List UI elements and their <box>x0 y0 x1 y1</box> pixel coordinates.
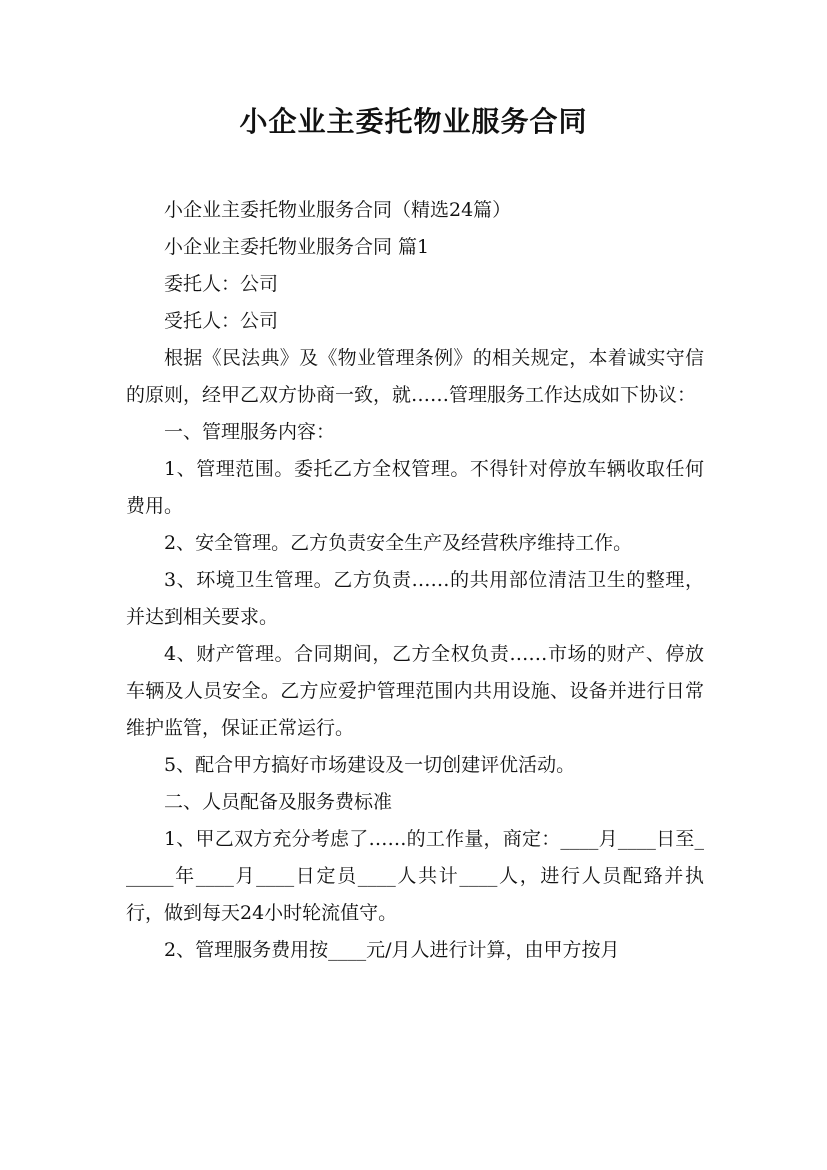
paragraph-clause-sanitation: 3、环境卫生管理。乙方负责……的共用部位清洁卫生的整理，并达到相关要求。 <box>126 569 704 628</box>
paragraph-agent: 受托人：公司 <box>164 310 279 332</box>
document-body <box>126 192 704 969</box>
paragraph-collection-title: 小企业主委托物业服务合同（精选24篇） <box>164 199 512 221</box>
paragraph-clause-safety: 2、安全管理。乙方负责安全生产及经营秩序维持工作。 <box>164 532 633 554</box>
paragraph-clause-property: 4、财产管理。合同期间，乙方全权负责……市场的财产、停放车辆及人员安全。乙方应爱护管理范围内共用设施、设备并进行日常维护监管，保证正常运行。 <box>126 643 704 739</box>
paragraph-clause-staffing: 1、甲乙双方充分考虑了……的工作量，商定：____月____日至______年____月____日定员____人共计____人，进行人员配臵并执行，做到每天24小时轮流值守。 <box>126 828 704 924</box>
paragraph-heading-staffing: 二、人员配备及服务费标准 <box>164 791 393 813</box>
paragraph-preamble: 根据《民法典》及《物业管理条例》的相关规定，本着诚实守信的原则，经甲乙双方协商一致，就……管理服务工作达成如下协议： <box>126 347 704 406</box>
paragraph-principal: 委托人：公司 <box>164 273 279 295</box>
paragraph-heading-service-content: 一、管理服务内容： <box>164 421 336 443</box>
paragraph-clause-scope: 1、管理范围。委托乙方全权管理。不得针对停放车辆收取任何费用。 <box>126 458 704 517</box>
paragraph-clause-fee: 2、管理服务费用按____元/月人进行计算，由甲方按月 <box>164 939 620 961</box>
paragraph-section-heading: 小企业主委托物业服务合同 篇1 <box>164 236 430 258</box>
document-title: 小企业主委托物业服务合同 <box>239 105 588 138</box>
paragraph-clause-cooperation: 5、配合甲方搞好市场建设及一切创建评优活动。 <box>164 754 576 776</box>
